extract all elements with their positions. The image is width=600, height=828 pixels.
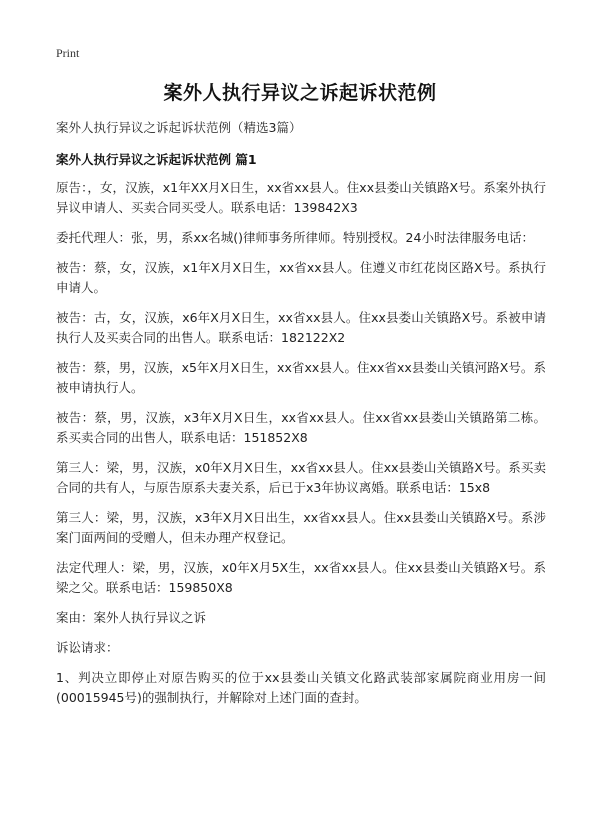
paragraph-agent: 委托代理人：张，男，系xx名城()律师事务所律师。特别授权。24小时法律服务电话： [56, 230, 534, 245]
section-heading: 案外人执行异议之诉起诉状范例 篇1 [56, 152, 257, 167]
page-title: 案外人执行异议之诉起诉状范例 [163, 82, 437, 104]
paragraph-cause: 案由：案外人执行异议之诉 [56, 610, 207, 625]
document-subtitle: 案外人执行异议之诉起诉状范例（精选3篇） [56, 120, 302, 135]
paragraph-defendant-1: 被告：蔡，女，汉族，x1年X月X日生，xx省xx县人。住遵义市红花岗区路X号。系执行申请人。 [56, 260, 546, 295]
paragraph-claim-1: 1、判决立即停止对原告购买的位于xx县娄山关镇文化路武装部家属院商业用房一间(00015945号)的强制执行，并解除对上述门面的查封。 [56, 670, 546, 705]
document-body [56, 118, 546, 718]
paragraph-defendant-2: 被告：古，女，汉族，x6年X月X日生，xx省xx县人。住xx县娄山关镇路X号。系被申请执行人及买卖合同的出售人。联系电话：182122X2 [56, 310, 546, 345]
paragraph-plaintiff: 原告：，女，汉族，x1年XX月X日生，xx省xx县人。住xx县娄山关镇路X号。系案外执行异议申请人、买卖合同买受人。联系电话：139842X3 [56, 180, 546, 215]
paragraph-claims-heading: 诉讼请求： [56, 640, 119, 655]
paragraph-third-party-1: 第三人：梁，男，汉族，x0年X月X日生，xx省xx县人。住xx县娄山关镇路X号。系买卖合同的共有人，与原告原系夫妻关系，后已于x3年协议离婚。联系电话：15x8 [56, 460, 546, 495]
paragraph-third-party-2: 第三人：梁，男，汉族，x3年X月X日出生，xx省xx县人。住xx县娄山关镇路X号。系涉案门面两间的受赠人，但未办理产权登记。 [56, 510, 546, 545]
paragraph-legal-representative: 法定代理人：梁，男，汉族，x0年X月5X生，xx省xx县人。住xx县娄山关镇路X号。系梁之父。联系电话：159850X8 [56, 560, 546, 595]
paragraph-defendant-4: 被告：蔡，男，汉族，x3年X月X日生，xx省xx县人。住xx省xx县娄山关镇路第二栋。系买卖合同的出售人，联系电话：151852X8 [56, 410, 546, 445]
paragraph-defendant-3: 被告：蔡，男，汉族，x5年X月X日生，xx省xx县人。住xx省xx县娄山关镇河路X号。系被申请执行人。 [56, 360, 546, 395]
print-link[interactable]: Print [56, 46, 80, 60]
